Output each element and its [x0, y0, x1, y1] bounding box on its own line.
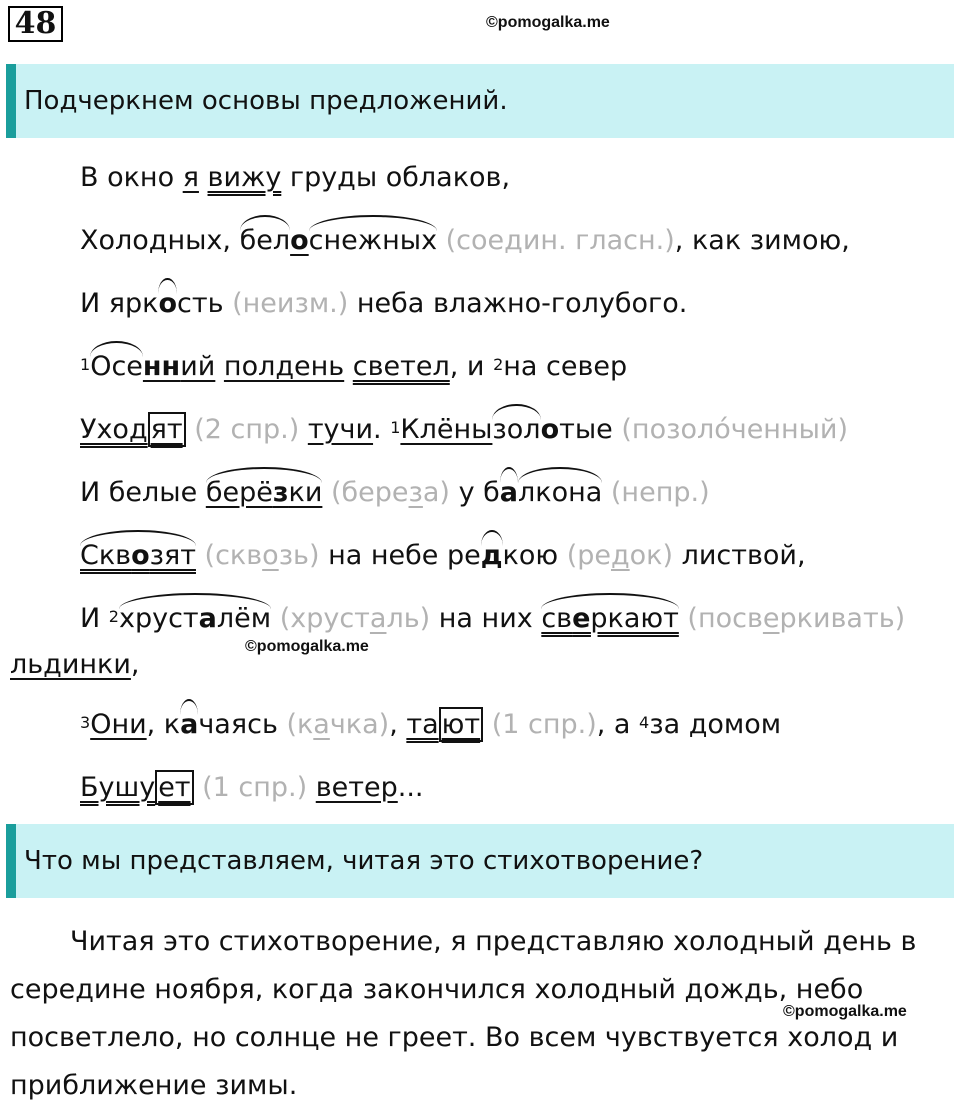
watermark: ©pomogalka.me — [486, 14, 610, 31]
subject: я — [182, 162, 199, 193]
subject: льдинки — [10, 649, 131, 680]
poem-line-8: И $^2$хрусталём (хрусталь) на них сверкают (посверкивать) — [80, 601, 905, 637]
subject: ветер — [315, 772, 398, 803]
subject: тучи — [307, 414, 374, 445]
predicate: Уход ят — [80, 412, 186, 447]
subject: Клёны — [400, 414, 493, 445]
ending-box: ят — [148, 412, 186, 447]
task-banner-1 — [6, 64, 954, 138]
poem-line-11: Бушу ет (1 спр.) ветер... — [80, 772, 424, 803]
poem-line-2: Холодных, белоснежных (соедин. гласн.), как зимою, — [80, 223, 850, 259]
poem-line-4: $^1$Осенний полдень светел, и $^2$на север — [80, 349, 627, 385]
page-number: 48 — [8, 6, 63, 42]
ending-box: ет — [155, 770, 193, 805]
predicate: Сквозят — [80, 538, 196, 574]
task-title-2: Что мы представляем, читая это стихотворение? — [24, 846, 704, 876]
ending-box: ют — [439, 707, 483, 742]
watermark-2: ©pomogalka.me — [245, 638, 369, 655]
watermark-3: ©pomogalka.me — [783, 1003, 907, 1020]
answer-text: Читая это стихотворение, я представляю холодный день в середине ноября, когда закончился холодный дождь, небо посветлело, но солнце не греет. Во всем чувствуется холод и приближение зимы. — [10, 926, 917, 1101]
task-title-1: Подчеркнем основы предложений. — [24, 86, 508, 116]
predicate: светел — [352, 351, 450, 382]
predicate: Бушу ет — [80, 770, 194, 805]
poem-line-3: И яркость (неизм.) неба влажно-голубого. — [80, 286, 687, 322]
poem-line-7: Сквозят (сквозь) на небе редкою (редок) листвой, — [80, 538, 806, 574]
predicate: сверкают — [541, 601, 679, 637]
predicate: та ют — [406, 707, 483, 742]
subject: берёзки — [206, 475, 323, 511]
subject: полдень — [223, 351, 345, 382]
predicate: вижу — [207, 162, 282, 193]
poem-line-9: льдинки, — [10, 649, 140, 680]
poem-line-5: Уход ят (2 спр.) тучи. $^1$Клёнызолотые (позоло́ченный) — [80, 412, 848, 448]
subject: Они — [90, 709, 147, 740]
task-banner-2 — [6, 824, 954, 898]
poem-line-10: $^3$Они, качаясь (качка), та ют (1 спр.), а $^4$за домом — [80, 707, 781, 743]
poem-line-1: В окно я вижу груды облаков, — [80, 162, 511, 193]
poem-line-6: И белые берёзки (береза) у балкона (непр.) — [80, 475, 710, 511]
